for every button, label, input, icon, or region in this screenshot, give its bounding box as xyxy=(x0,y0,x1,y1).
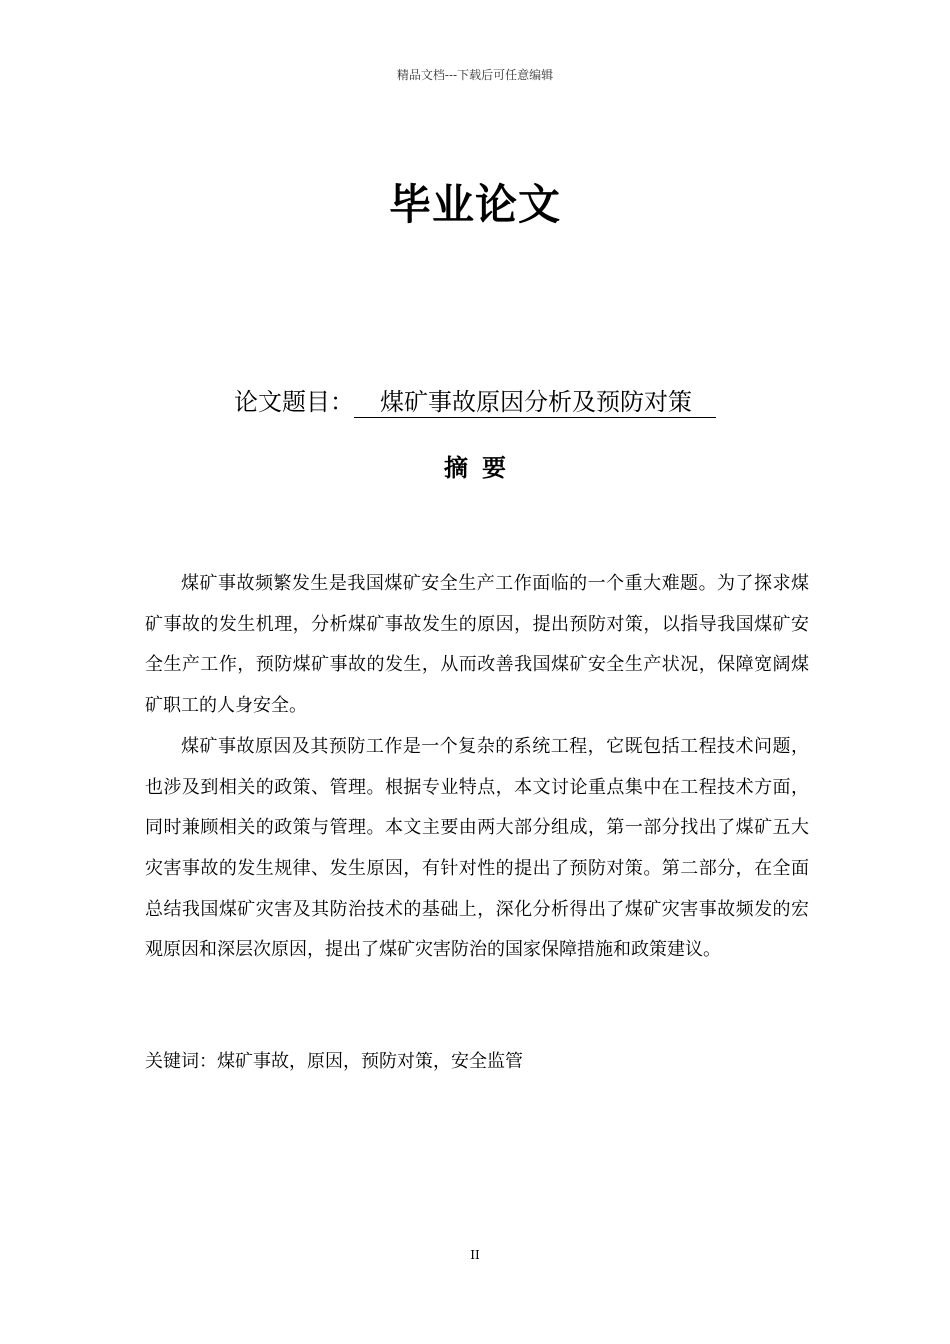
document-title: 毕业论文 xyxy=(388,180,561,229)
keywords-value: 煤矿事故，原因，预防对策，安全监管 xyxy=(217,1051,523,1072)
thesis-topic-line xyxy=(0,382,950,418)
keywords-label: 关键词： xyxy=(145,1051,217,1072)
abstract-body xyxy=(145,564,809,971)
header-note: 精品文档---下载后可任意编辑 xyxy=(396,68,554,82)
page-number: II xyxy=(470,1248,480,1262)
abstract-paragraph: 煤矿事故频繁发生是我国煤矿安全生产工作面临的一个重大难题。为了探求煤矿事故的发生机理，分析煤矿事故发生的原因，提出预防对策，以指导我国煤矿安全生产工作，预防煤矿事故的发生，从而改善我国煤矿安全生产状况，保障宽阔煤矿职工的人身安全。 xyxy=(145,573,809,717)
topic-label: 论文题目： xyxy=(234,388,354,416)
abstract-paragraph: 煤矿事故原因及其预防工作是一个复杂的系统工程，它既包括工程技术问题，也涉及到相关的政策、管理。根据专业特点，本文讨论重点集中在工程技术方面，同时兼顾相关的政策与管理。本文主要由两大部分组成，第一部分找出了煤矿五大灾害事故的发生规律、发生原因，有针对性的提出了预防对策。第二部分，在全面总结我国煤矿灾害及其防治技术的基础上，深化分析得出了煤矿灾害事故频发的宏观原因和深层次原因，提出了煤矿灾害防治的国家保障措施和政策建议。 xyxy=(145,735,809,961)
topic-value: 煤矿事故原因分析及预防对策 xyxy=(354,388,716,418)
abstract-heading: 摘要 xyxy=(444,454,520,482)
keywords-line xyxy=(145,1048,809,1076)
